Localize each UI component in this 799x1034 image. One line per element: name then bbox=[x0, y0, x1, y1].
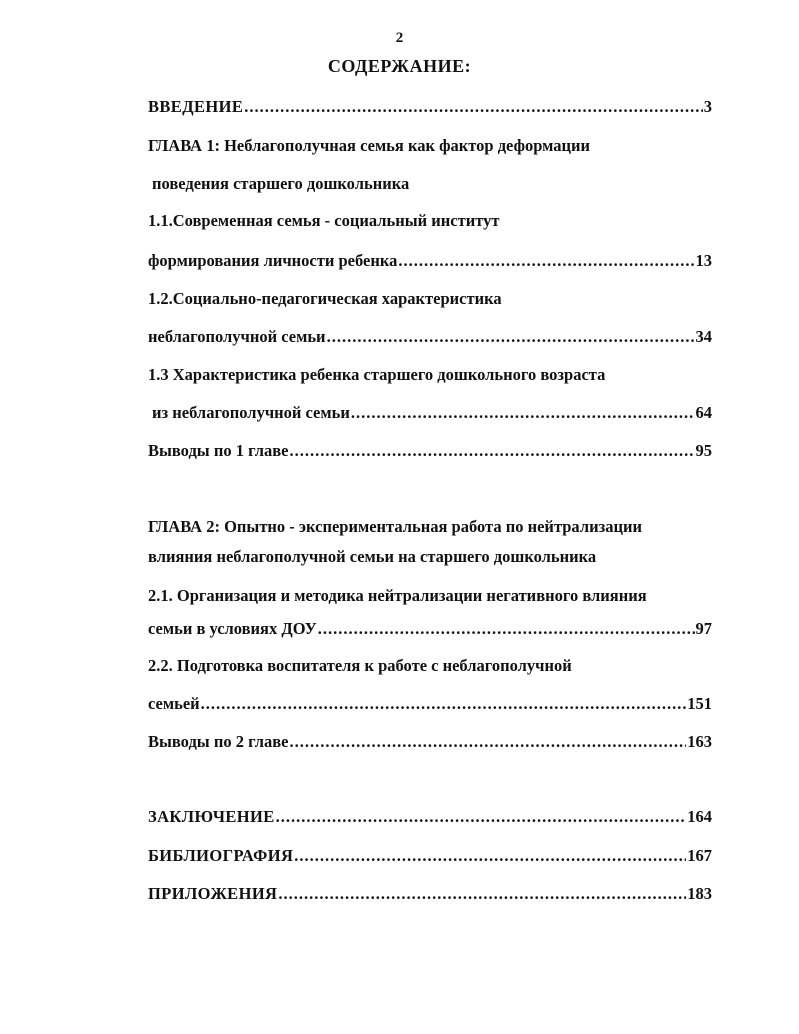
toc-entry-introduction[interactable] bbox=[148, 96, 712, 118]
toc-entry-label: из неблагополучной семьи bbox=[152, 403, 350, 422]
toc-entry-label: Выводы по 2 главе bbox=[148, 732, 289, 751]
toc-page-number: 64 bbox=[695, 403, 712, 422]
toc-leader-dots bbox=[289, 731, 686, 753]
toc-page-number: 167 bbox=[687, 846, 712, 865]
chapter1-heading-line1[interactable]: ГЛАВА 1: Неблагополучная семья как фактор деформации bbox=[148, 136, 591, 155]
section-2-1-line1[interactable]: 2.1. Организация и методика нейтрализации негативного влияния bbox=[148, 586, 647, 605]
toc-leader-dots bbox=[244, 96, 703, 118]
toc-entry-label: семьей bbox=[148, 694, 200, 713]
toc-entry-label: БИБЛИОГРАФИЯ bbox=[148, 846, 294, 865]
toc-page-number: 95 bbox=[695, 441, 712, 460]
section-1-1-line1[interactable]: 1.1.Современная семья - социальный институт bbox=[148, 211, 500, 230]
section-2-2-line1[interactable]: 2.2. Подготовка воспитателя к работе с неблагополучной bbox=[148, 656, 572, 675]
toc-entry-chapter1-conclusions[interactable] bbox=[148, 440, 712, 462]
toc-entry-label: неблагополучной семьи bbox=[148, 327, 326, 346]
toc-entry-label: Выводы по 1 главе bbox=[148, 441, 289, 460]
toc-entry-conclusion[interactable] bbox=[148, 806, 712, 828]
page-number: 2 bbox=[395, 30, 404, 46]
toc-page-number: 183 bbox=[687, 884, 712, 903]
section-1-2-line1[interactable]: 1.2.Социально-педагогическая характеристика bbox=[148, 289, 502, 308]
toc-page-number: 163 bbox=[687, 732, 712, 751]
toc-leader-dots bbox=[289, 440, 694, 462]
chapter1-heading-line2[interactable]: поведения старшего дошкольника bbox=[152, 174, 410, 193]
toc-entry-section-2-2[interactable] bbox=[148, 693, 712, 715]
toc-leader-dots bbox=[276, 806, 687, 828]
toc-entry-section-2-1[interactable] bbox=[148, 618, 712, 640]
toc-entry-section-1-2[interactable] bbox=[148, 326, 712, 348]
toc-leader-dots bbox=[278, 883, 686, 905]
toc-page-number: 3 bbox=[703, 97, 712, 116]
toc-leader-dots bbox=[327, 326, 695, 348]
toc-entry-section-1-3[interactable] bbox=[152, 402, 712, 424]
toc-entry-label: ПРИЛОЖЕНИЯ bbox=[148, 884, 278, 903]
toc-entry-chapter2-conclusions[interactable] bbox=[148, 731, 712, 753]
toc-leader-dots bbox=[318, 618, 695, 640]
toc-leader-dots bbox=[351, 402, 695, 424]
toc-entry-appendices[interactable] bbox=[148, 883, 712, 905]
toc-entry-label: формирования личности ребенка bbox=[148, 251, 398, 270]
toc-leader-dots bbox=[294, 845, 686, 867]
toc-entry-label: ВВЕДЕНИЕ bbox=[148, 97, 244, 116]
toc-entry-section-1-1[interactable] bbox=[148, 250, 712, 272]
toc-page-number: 164 bbox=[687, 807, 712, 826]
toc-entry-label: ЗАКЛЮЧЕНИЕ bbox=[148, 807, 275, 826]
toc-page-number: 13 bbox=[695, 251, 712, 270]
chapter2-heading-line2[interactable]: влияния неблагополучной семьи на старшего дошкольника bbox=[148, 547, 597, 566]
toc-entry-bibliography[interactable] bbox=[148, 845, 712, 867]
toc-page-number: 151 bbox=[687, 694, 712, 713]
toc-leader-dots bbox=[398, 250, 694, 272]
section-1-3-line1[interactable]: 1.3 Характеристика ребенка старшего дошкольного возраста bbox=[148, 365, 606, 384]
toc-page-number: 34 bbox=[695, 327, 712, 346]
toc-leader-dots bbox=[201, 693, 687, 715]
chapter2-heading-line1[interactable]: ГЛАВА 2: Опытно - экспериментальная работа по нейтрализации bbox=[148, 517, 642, 536]
toc-page-number: 97 bbox=[695, 619, 712, 638]
toc-entry-label: семьи в условиях ДОУ bbox=[148, 619, 317, 638]
page-title: СОДЕРЖАНИЕ: bbox=[327, 56, 472, 76]
